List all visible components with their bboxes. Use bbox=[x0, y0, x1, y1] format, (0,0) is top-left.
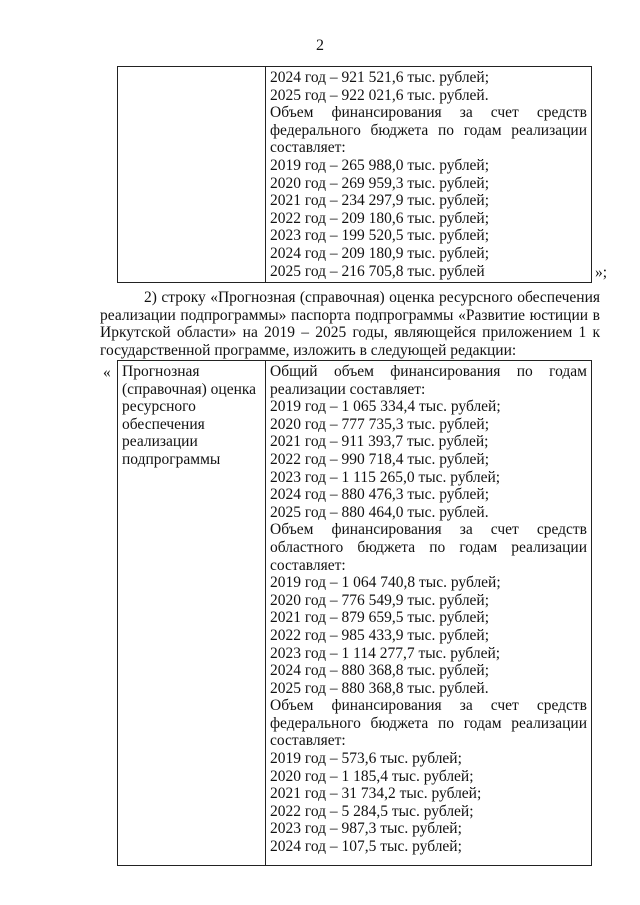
table1-left-cell bbox=[118, 67, 266, 283]
row-label-cell bbox=[118, 361, 266, 866]
total-funding-line: 2022 год – 990 718,4 тыс. рублей; bbox=[270, 450, 490, 468]
funding-line: 2024 год – 921 521,6 тыс. рублей; bbox=[270, 69, 490, 86]
total-funding-line: 2021 год – 911 393,7 тыс. рублей; bbox=[270, 433, 489, 451]
federal-funding-line: 2022 год – 209 180,6 тыс. рублей; bbox=[270, 209, 490, 227]
row-label-line: реализации bbox=[122, 433, 198, 451]
total-funding-line: 2025 год – 880 464,0 тыс. рублей. bbox=[270, 503, 489, 521]
resource-estimate-table bbox=[117, 360, 592, 866]
paragraph-line: государственной программе, изложить в следующей редакции: bbox=[100, 341, 517, 359]
table1-right-cell bbox=[266, 67, 592, 283]
total-funding-line: 2020 год – 777 735,3 тыс. рублей; bbox=[270, 415, 490, 433]
total-heading-line: реализации составляет: bbox=[270, 380, 426, 398]
total-funding-line: 2023 год – 1 115 265,0 тыс. рублей; bbox=[270, 468, 501, 486]
total-funding-line: 2024 год – 880 476,3 тыс. рублей; bbox=[270, 486, 490, 504]
page-number: 2 bbox=[316, 37, 324, 54]
regional-funding-line: 2019 год – 1 064 740,8 тыс. рублей; bbox=[270, 574, 501, 592]
regional-funding-line: 2023 год – 1 114 277,7 тыс. рублей; bbox=[270, 644, 501, 662]
paragraph-line: Иркутской области» на 2019 – 2025 годы, являющейся приложением 1 к bbox=[100, 324, 600, 342]
total-heading-line: Общий объем финансирования по годам bbox=[270, 363, 587, 380]
federal-funding-line: 2020 год – 269 959,3 тыс. рублей; bbox=[270, 174, 490, 192]
federal-funding-line: 2021 год – 31 734,2 тыс. рублей; bbox=[270, 785, 482, 803]
paragraph-line: реализации подпрограммы» паспорта подпрограммы «Развитие юстиции в bbox=[100, 306, 600, 324]
federal-funding-line: 2021 год – 234 297,9 тыс. рублей; bbox=[270, 192, 490, 210]
regional-funding-line: 2024 год – 880 368,8 тыс. рублей; bbox=[270, 662, 490, 680]
closing-quote-mark: »; bbox=[595, 264, 608, 281]
federal-funding-line: 2019 год – 265 988,0 тыс. рублей; bbox=[270, 156, 490, 174]
federal-heading-line: составляет: bbox=[270, 139, 346, 157]
regional-heading-line: составляет: bbox=[270, 556, 346, 574]
regional-funding-line: 2021 год – 879 659,5 тыс. рублей; bbox=[270, 609, 490, 627]
federal-heading-line: Объем финансирования за счет средств bbox=[270, 104, 587, 122]
federal-funding-line: 2024 год – 107,5 тыс. рублей; bbox=[270, 838, 462, 856]
row-label-line: ресурсного bbox=[122, 398, 196, 416]
row-label-line: подпрограммы bbox=[122, 450, 221, 468]
regional-funding-line: 2025 год – 880 368,8 тыс. рублей. bbox=[270, 679, 489, 697]
regional-heading-line: областного бюджета по годам реализации bbox=[270, 538, 587, 556]
regional-funding-line: 2020 год – 776 549,9 тыс. рублей; bbox=[270, 591, 490, 609]
row-label-line: обеспечения bbox=[122, 415, 205, 433]
row-label-line: Прогнозная bbox=[122, 363, 200, 380]
regional-funding-line: 2022 год – 985 433,9 тыс. рублей; bbox=[270, 626, 490, 644]
opening-quote-mark: « bbox=[103, 364, 111, 381]
federal-funding-line: 2024 год – 209 180,9 тыс. рублей; bbox=[270, 244, 490, 262]
federal-heading-line: Объем финансирования за счет средств bbox=[270, 697, 587, 715]
regional-heading-line: Объем финансирования за счет средств bbox=[270, 521, 587, 539]
federal-funding-line: 2020 год – 1 185,4 тыс. рублей; bbox=[270, 767, 474, 785]
federal-heading-line: федерального бюджета по годам реализации bbox=[270, 714, 587, 732]
financing-table-continued bbox=[117, 66, 592, 283]
paragraph-line: 2) строку «Прогнозная (справочная) оценка ресурсного обеспечения bbox=[144, 289, 600, 306]
funding-line: 2025 год – 922 021,6 тыс. рублей. bbox=[270, 86, 489, 104]
federal-funding-line: 2025 год – 216 705,8 тыс. рублей bbox=[270, 262, 485, 280]
federal-funding-line: 2019 год – 573,6 тыс. рублей; bbox=[270, 750, 462, 768]
row-label-line: (справочная) оценка bbox=[122, 380, 257, 398]
federal-funding-line: 2023 год – 199 520,5 тыс. рублей; bbox=[270, 227, 490, 245]
federal-funding-line: 2023 год – 987,3 тыс. рублей; bbox=[270, 820, 462, 838]
row-value-cell bbox=[266, 361, 592, 866]
total-funding-line: 2019 год – 1 065 334,4 тыс. рублей; bbox=[270, 398, 501, 416]
federal-heading-line: федерального бюджета по годам реализации bbox=[270, 121, 587, 139]
federal-funding-line: 2022 год – 5 284,5 тыс. рублей; bbox=[270, 802, 474, 820]
federal-heading-line: составляет: bbox=[270, 732, 346, 750]
amendment-paragraph bbox=[100, 289, 600, 359]
